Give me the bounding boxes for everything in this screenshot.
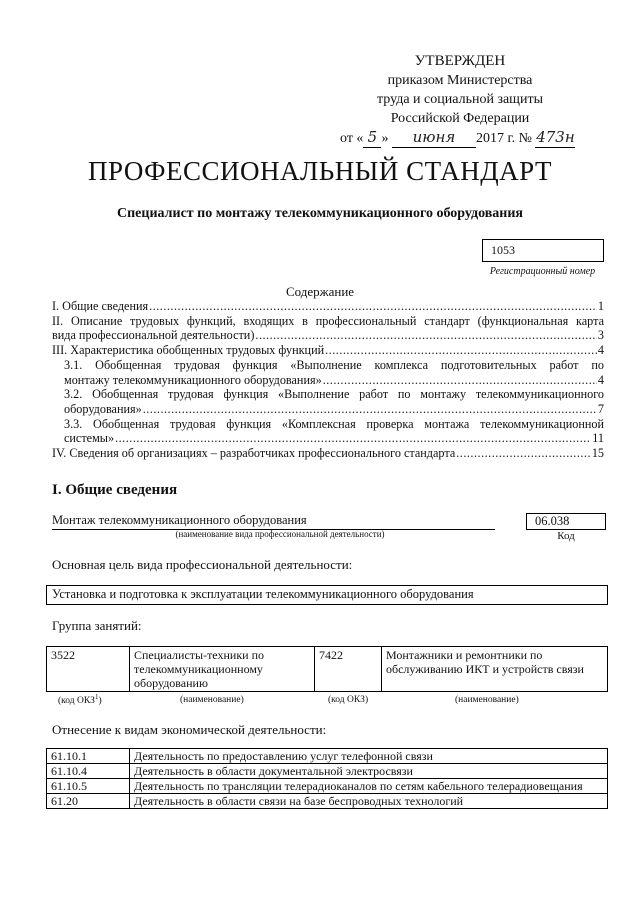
toc-item[interactable]: 3.2. Обобщенная трудовая функция «Выполнение работ по монтажу телекоммуникационного оборудования» ..... 7 (52, 387, 604, 416)
toc-item[interactable]: 3.3. Обобщенная трудовая функция «Комплексная проверка монтажа телекоммуникационной системы» ..... 11 (52, 417, 604, 446)
approval-line-3: труда и социальной защиты (377, 92, 543, 107)
table-row (47, 764, 608, 779)
group-caption-name: (наименование) (180, 695, 244, 705)
toc-item[interactable]: I. Общие сведения ..... 1 (52, 299, 604, 314)
date-prefix: от « (340, 131, 364, 146)
group-label: Группа занятий: (52, 618, 142, 633)
table-of-contents (52, 299, 604, 461)
toc-item[interactable]: II. Описание трудовых функций, входящих в профессиональный стандарт (функциональная карта вида профессиональной деятельности) ..... 3 (52, 314, 604, 343)
date-month: июня (392, 128, 476, 148)
order-number: 473н (536, 128, 575, 146)
okz-name-cell: Специалисты-техники по телекоммуникационному оборудованию (130, 647, 315, 692)
okved-code-cell: 61.10.4 (47, 764, 130, 779)
toc-heading: Содержание (285, 284, 355, 299)
okz-code-cell: 3522 (47, 647, 130, 692)
activity-caption: (наименование вида профессиональной деятельности) (175, 529, 385, 539)
table-row (47, 647, 608, 692)
occupation-group-table (46, 646, 608, 692)
okved-table (46, 748, 608, 809)
activity-name: Монтаж телекоммуникационного оборудования (52, 513, 495, 530)
date-day: 5 (363, 128, 381, 148)
group-caption-code-2: (код ОКЗ) (328, 695, 369, 705)
okved-code-cell: 61.10.5 (47, 779, 130, 794)
table-row (47, 779, 608, 794)
date-year: 2017 г. № (475, 131, 532, 146)
registration-caption: Регистрационный номер (489, 266, 596, 277)
okved-code-cell: 61.10.1 (47, 749, 130, 764)
okz-name-cell-2: Монтажники и ремонтники по обслуживанию ИКТ и устройств связи (382, 647, 608, 692)
okved-label: Отнесение к видам экономической деятельности: (52, 722, 327, 737)
group-caption-code: (код ОКЗ$^1$) (58, 693, 102, 707)
approval-block (340, 52, 580, 148)
page-subtitle: Специалист по монтажу телекоммуникационного оборудования (117, 206, 523, 221)
registration-number-box: 1053 (482, 239, 604, 262)
activity-code: 06.038 (526, 513, 606, 530)
group-caption-name-2: (наименование) (455, 695, 519, 705)
okved-name-cell: Деятельность по трансляции телерадиоканалов по сетям кабельного телерадиовещания (130, 779, 608, 794)
approval-line-2: приказом Министерства (387, 73, 533, 88)
toc-item[interactable]: IV. Сведения об организациях – разработчиках профессионального стандарта ..... 15 (52, 446, 604, 461)
activity-code-caption: Код (557, 530, 575, 542)
table-row (47, 749, 608, 764)
okved-code-cell: 61.20 (47, 794, 130, 809)
section-heading: I. Общие сведения (52, 482, 178, 498)
page-title: ПРОФЕССИОНАЛЬНЫЙ СТАНДАРТ (87, 156, 553, 186)
okved-name-cell: Деятельность в области документальной электросвязи (130, 764, 608, 779)
okved-name-cell: Деятельность по предоставлению услуг телефонной связи (130, 749, 608, 764)
approval-line-4: Российской Федерации (390, 111, 530, 126)
approval-line-1: УТВЕРЖДЕН (414, 53, 506, 69)
toc-item[interactable]: III. Характеристика обобщенных трудовых функций ..... 4 (52, 343, 604, 358)
toc-item[interactable]: 3.1. Обобщенная трудовая функция «Выполнение комплекса подготовительных работ по монтажу телекоммуникационного оборудования» ..... 4 (52, 358, 604, 387)
date-mid: » (381, 131, 389, 146)
goal-box: Установка и подготовка к эксплуатации телекоммуникационного оборудования (46, 585, 608, 605)
table-row (47, 794, 608, 809)
okved-name-cell: Деятельность в области связи на базе беспроводных технологий (130, 794, 608, 809)
okz-code-cell-2: 7422 (315, 647, 382, 692)
approval-date-line (340, 128, 580, 148)
goal-label: Основная цель вида профессиональной деятельности: (52, 557, 353, 572)
